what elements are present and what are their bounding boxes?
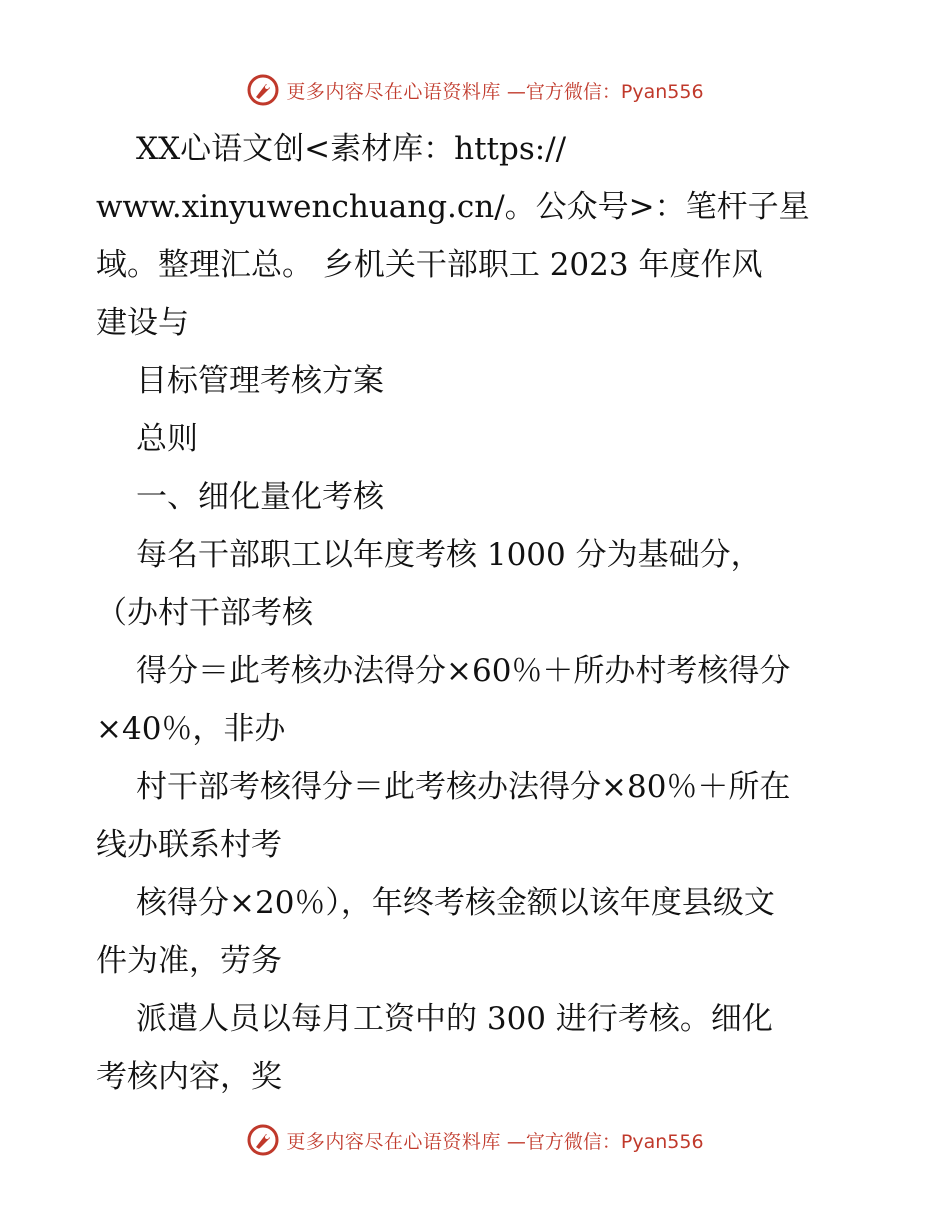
text-line: 核得分×20％），年终考核金额以该年度县级文 — [136, 885, 775, 921]
text-line: 件为准，劳务 — [96, 943, 282, 979]
text-line: XX心语文创<素材库：https:// — [136, 131, 567, 167]
subsection-heading: 一、细化量化考核 — [136, 479, 384, 515]
text-line: 考核内容，奖 — [96, 1059, 282, 1095]
text-line: 每名干部职工以年度考核 1000 分为基础分， — [136, 537, 762, 573]
document-body — [96, 120, 866, 1106]
footer-banner — [0, 1118, 950, 1162]
text-line: 村干部考核得分＝此考核办法得分×80％＋所在 — [136, 769, 791, 805]
section-heading: 总则 — [136, 421, 198, 457]
text-line: （办村干部考核 — [96, 595, 313, 631]
text-line: 域。整理汇总。 乡机关干部职工 2023 年度作风 — [96, 247, 763, 283]
text-line: 派遣人员以每月工资中的 300 进行考核。细化 — [136, 1001, 773, 1037]
banner-slogan: 更多内容尽在心语资料库 — [286, 80, 501, 103]
text-line: 建设与 — [96, 305, 189, 341]
pen-nib-logo-icon — [246, 73, 280, 107]
document-title: 目标管理考核方案 — [136, 363, 384, 399]
banner-wechat-id: —官方微信：Pyan556 — [506, 1130, 704, 1153]
header-banner-inner — [246, 73, 703, 107]
text-line: ×40％，非办 — [96, 711, 286, 747]
banner-slogan: 更多内容尽在心语资料库 — [286, 1130, 501, 1153]
text-line: 线办联系村考 — [96, 827, 282, 863]
text-line: 得分＝此考核办法得分×60％＋所办村考核得分 — [136, 653, 791, 689]
header-banner — [0, 68, 950, 112]
pen-nib-logo-icon — [246, 1123, 280, 1157]
text-line: www.xinyuwenchuang.cn/。公众号>：笔杆子星 — [96, 189, 810, 225]
banner-wechat-id: —官方微信：Pyan556 — [506, 80, 704, 103]
footer-banner-inner — [246, 1123, 703, 1157]
